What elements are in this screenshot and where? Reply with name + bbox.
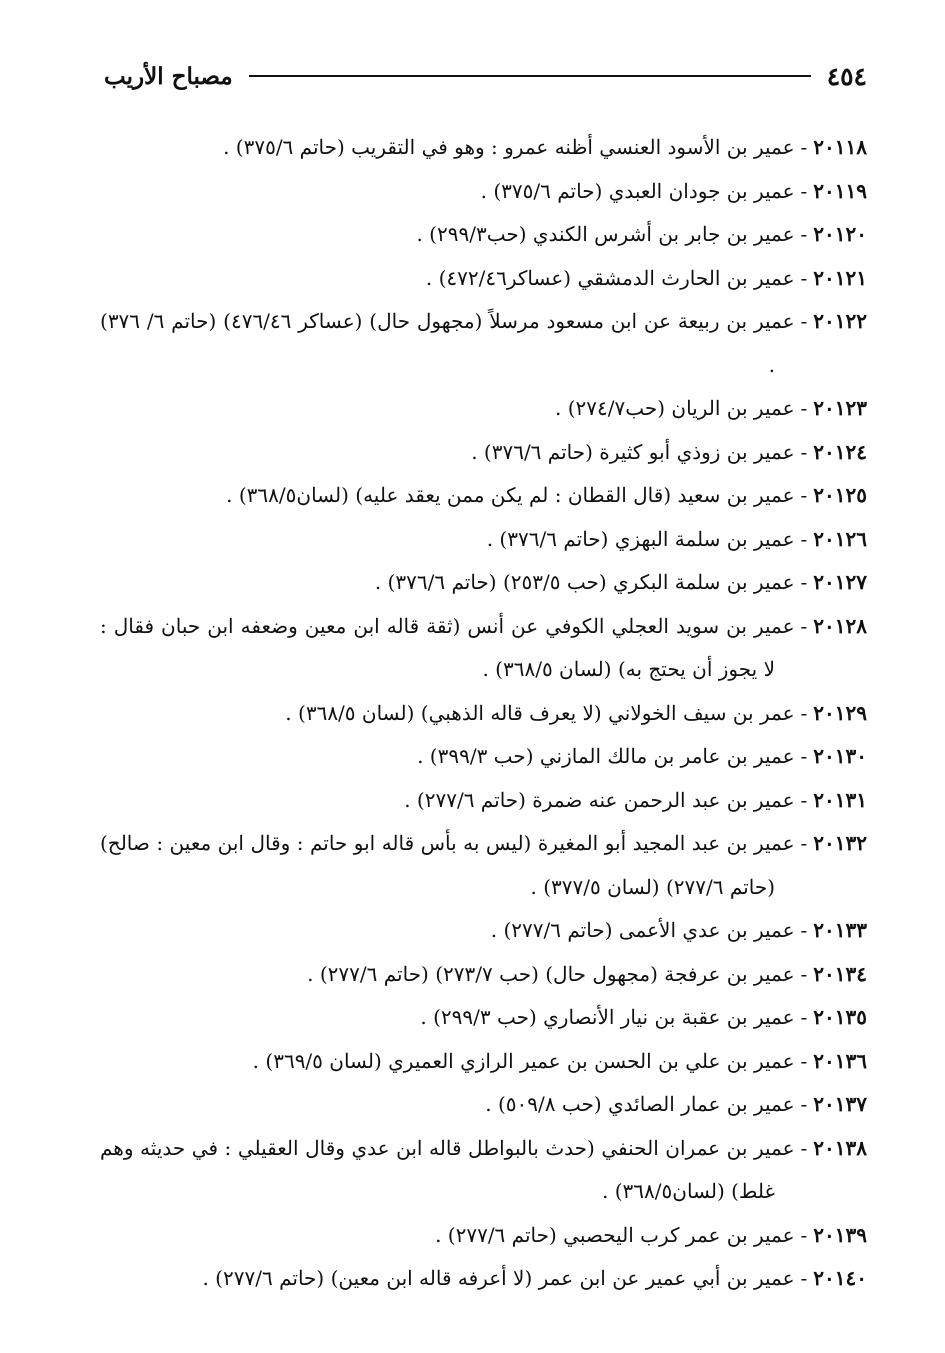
entry-20134: ٢٠١٣٤-عمير بن عرفجة (مجهول حال) (حب ٢٧٣/٧) (حاتم ٢٧٧/٦) .: [307, 961, 867, 986]
entry-number: ٢٠١٣٩: [813, 1222, 867, 1247]
entry-20129: ٢٠١٢٩-عمر بن سيف الخولاني (لا يعرف قاله الذهبي) (لسان ٣٦٨/٥) .: [285, 700, 867, 725]
entry-text: عمير بن عبد الرحمن عنه ضمرة (حاتم ٢٧٧/٦) .: [404, 787, 795, 812]
entry-number: ٢٠١٤٠: [813, 1266, 867, 1290]
entry-text: عمير بن جابر بن أشرس الكندي (حب٢٩٩/٣) .: [416, 222, 795, 246]
entry-20125: ٢٠١٢٥-عمير بن سعيد (قال القطان : لم يكن ممن يعقد عليه) (لسان٣٦٨/٥) .: [226, 483, 867, 507]
entry-20126: ٢٠١٢٦-عمير بن سلمة البهزي (حاتم ٣٧٦/٦) .: [486, 526, 867, 551]
book-title: مصباح الأريب: [104, 62, 233, 90]
entry-20140: ٢٠١٤٠-عمير بن أبي عمير عن ابن عمر (لا أعرفه قاله ابن معين) (حاتم ٢٧٧/٦) .: [202, 1266, 867, 1290]
entry-20137: ٢٠١٣٧-عمير بن عمار الصائدي (حب ٥٠٩/٨) .: [485, 1092, 867, 1116]
entry-20139: ٢٠١٣٩-عمير بن عمر كرب اليحصبي (حاتم ٢٧٧/٦) .: [435, 1222, 867, 1247]
entry-number: ٢٠١١٩: [813, 178, 867, 203]
entry-text: عمير بن الحارث الدمشقي (عساكر٤٧٢/٤٦) .: [425, 265, 795, 290]
entry-number: ٢٠١٣٥: [813, 1005, 867, 1029]
entry-20130: ٢٠١٣٠-عمير بن عامر بن مالك المازني (حب ٣٩٩/٣) .: [417, 744, 867, 768]
entry-20131: ٢٠١٣١-عمير بن عبد الرحمن عنه ضمرة (حاتم ٢٧٧/٦) .: [404, 787, 867, 812]
entry-number: ٢٠١٢٣: [813, 396, 867, 420]
entry-20138: ٢٠١٣٨-عمير بن عمران الحنفي (حدث بالبواطل قاله ابن عدي وقال العقيلي : في حديثه وهم غلط) (لسان٣٦٨/٥) .: [100, 1135, 867, 1203]
entry-number: ٢٠١٢٨: [813, 613, 867, 638]
entry-number: ٢٠١١٨: [813, 135, 867, 159]
entry-text: عمير بن عبد المجيد أبو المغيرة (ليس به بأس قاله ابو حاتم : وقال ابن معين : صالح) (حاتم ٢٧٧/٦) (لسان ٣٧٧/٥) .: [100, 831, 795, 899]
entry-20121: ٢٠١٢١-عمير بن الحارث الدمشقي (عساكر٤٧٢/٤٦) .: [425, 265, 867, 290]
entry-number: ٢٠١٢١: [813, 265, 867, 290]
entry-20136: ٢٠١٣٦-عمير بن علي بن الحسن بن عمير الرازي العميري (لسان ٣٦٩/٥) .: [252, 1048, 867, 1073]
entry-text: عمير بن سعيد (قال القطان : لم يكن ممن يعقد عليه) (لسان٣٦٨/٥) .: [226, 483, 795, 507]
entry-text: عمر بن سيف الخولاني (لا يعرف قاله الذهبي) (لسان ٣٦٨/٥) .: [285, 700, 795, 725]
entry-20132: ٢٠١٣٢-عمير بن عبد المجيد أبو المغيرة (ليس به بأس قاله ابو حاتم : وقال ابن معين : صالح) (حاتم ٢٧٧/٦) (لسان ٣٧٧/٥) .: [100, 831, 867, 899]
entry-number: ٢٠١٢٢: [813, 309, 867, 333]
entry-20122: ٢٠١٢٢-عمير بن ربيعة عن ابن مسعود مرسلاً (مجهول حال) (عساكر ٤٧٦/٤٦) (حاتم ٦/ ٣٧٦) .: [100, 309, 867, 377]
entry-number: ٢٠١٣١: [813, 787, 867, 812]
entry-number: ٢٠١٣٦: [813, 1048, 867, 1073]
entry-number: ٢٠١٢٧: [813, 570, 867, 594]
page-number: ٤٥٤: [826, 61, 867, 91]
entry-20127: ٢٠١٢٧-عمير بن سلمة البكري (حب ٢٥٣/٥) (حاتم ٣٧٦/٦) .: [374, 570, 867, 594]
entry-number: ٢٠١٣٧: [813, 1092, 867, 1116]
entry-number: ٢٠١٣٠: [813, 744, 867, 768]
header-rule: [249, 75, 811, 77]
entry-20123: ٢٠١٢٣-عمير بن الريان (حب٢٧٤/٧) .: [554, 396, 867, 420]
entry-text: عمير بن عمار الصائدي (حب ٥٠٩/٨) .: [485, 1092, 795, 1116]
entry-text: عمير بن سلمة البكري (حب ٢٥٣/٥) (حاتم ٣٧٦/٦) .: [374, 570, 795, 594]
entry-number: ٢٠١٣٣: [813, 918, 867, 942]
entry-text: عمير بن جودان العبدي (حاتم ٣٧٥/٦) .: [480, 178, 795, 203]
entry-text: عمير بن زوذي أبو كثيرة (حاتم ٣٧٦/٦) .: [471, 439, 795, 464]
entry-number: ٢٠١٣٤: [813, 961, 867, 986]
entry-text: عمير بن عمر كرب اليحصبي (حاتم ٢٧٧/٦) .: [435, 1222, 795, 1247]
entry-text: عمير بن عقبة بن نيار الأنصاري (حب ٢٩٩/٣) .: [420, 1005, 795, 1029]
entry-number: ٢٠١٣٢: [813, 831, 867, 855]
entry-text: عمير بن عامر بن مالك المازني (حب ٣٩٩/٣) .: [417, 744, 795, 768]
entry-text: عمير بن عمران الحنفي (حدث بالبواطل قاله ابن عدي وقال العقيلي : في حديثه وهم غلط) (لسان٣٦٨/٥) .: [100, 1135, 795, 1203]
entry-20120: ٢٠١٢٠-عمير بن جابر بن أشرس الكندي (حب٢٩٩/٣) .: [416, 222, 867, 246]
entry-number: ٢٠١٢٠: [813, 222, 867, 246]
entry-text: عمير بن ربيعة عن ابن مسعود مرسلاً (مجهول حال) (عساكر ٤٧٦/٤٦) (حاتم ٦/ ٣٧٦) .: [100, 309, 795, 377]
entry-text: عمير بن الريان (حب٢٧٤/٧) .: [554, 396, 795, 420]
entry-number: ٢٠١٢٩: [813, 700, 867, 725]
entries-list: [100, 126, 867, 1301]
entry-text: عمير بن الأسود العنسي أظنه عمرو : وهو في التقريب (حاتم ٣٧٥/٦) .: [223, 135, 795, 159]
entry-text: عمير بن علي بن الحسن بن عمير الرازي العميري (لسان ٣٦٩/٥) .: [252, 1048, 795, 1073]
entry-20118: ٢٠١١٨-عمير بن الأسود العنسي أظنه عمرو : وهو في التقريب (حاتم ٣٧٥/٦) .: [223, 135, 867, 159]
entry-text: عمير بن عدي الأعمى (حاتم ٢٧٧/٦) .: [490, 918, 795, 942]
entry-number: ٢٠١٢٦: [813, 526, 867, 551]
running-header: [104, 56, 867, 96]
entry-20119: ٢٠١١٩-عمير بن جودان العبدي (حاتم ٣٧٥/٦) .: [480, 178, 867, 203]
entry-20128: ٢٠١٢٨-عمير بن سويد العجلي الكوفي عن أنس (ثقة قاله ابن معين وضعفه ابن حبان فقال : لا يجوز أن يحتج به) (لسان ٣٦٨/٥) .: [100, 613, 867, 681]
entry-20133: ٢٠١٣٣-عمير بن عدي الأعمى (حاتم ٢٧٧/٦) .: [490, 918, 867, 942]
entry-number: ٢٠١٣٨: [813, 1135, 867, 1160]
entry-number: ٢٠١٢٤: [813, 439, 867, 464]
entry-20135: ٢٠١٣٥-عمير بن عقبة بن نيار الأنصاري (حب ٢٩٩/٣) .: [420, 1005, 867, 1029]
entry-text: عمير بن أبي عمير عن ابن عمر (لا أعرفه قاله ابن معين) (حاتم ٢٧٧/٦) .: [202, 1266, 795, 1290]
entry-text: عمير بن عرفجة (مجهول حال) (حب ٢٧٣/٧) (حاتم ٢٧٧/٦) .: [307, 961, 795, 986]
entry-text: عمير بن سلمة البهزي (حاتم ٣٧٦/٦) .: [486, 526, 795, 551]
entry-number: ٢٠١٢٥: [813, 483, 867, 507]
entry-text: عمير بن سويد العجلي الكوفي عن أنس (ثقة قاله ابن معين وضعفه ابن حبان فقال : لا يجوز أن يحتج به) (لسان ٣٦٨/٥) .: [100, 613, 795, 681]
entry-20124: ٢٠١٢٤-عمير بن زوذي أبو كثيرة (حاتم ٣٧٦/٦) .: [471, 439, 867, 464]
